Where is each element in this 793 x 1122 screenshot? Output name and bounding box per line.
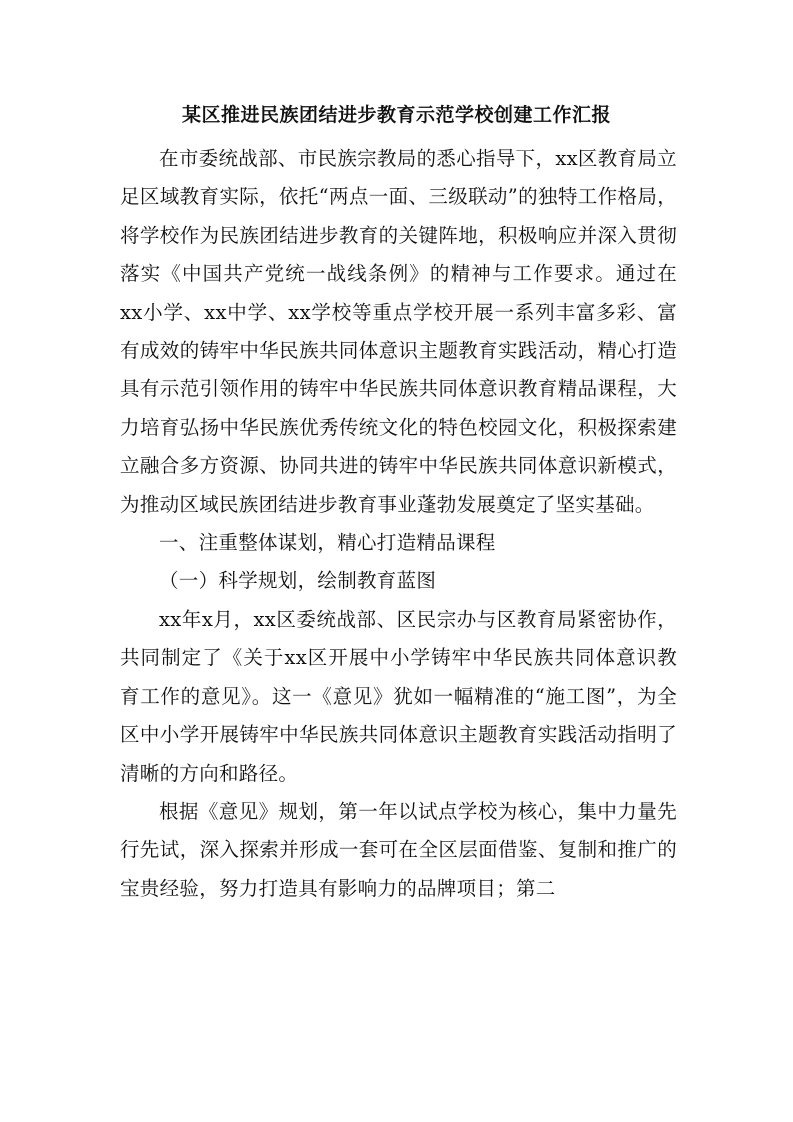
- paragraph-intro: 在市委统战部、市民族宗教局的悉心指导下，xx区教育局立足区域教育实际，依托“两点一面、三级联动”的独特工作格局，将学校作为民族团结进步教育的关键阵地，积极响应并深入贯彻落实《中国共产党统一战线条例》的精神与工作要求。通过在xx小学、xx中学、xx学校等重点学校开展一系列丰富多彩、富有成效的铸牢中华民族共同体意识主题教育实践活动，精心打造具有示范引领作用的铸牢中华民族共同体意识教育精品课程，大力培育弘扬中华民族优秀传统文化的特色校园文化，积极探索建立融合多方资源、协同共进的铸牢中华民族共同体意识新模式，为推动区域民族团结进步教育事业蓬勃发展奠定了坚实基础。: [120, 147, 677, 516]
- paragraph-2: xx年x月，xx区委统战部、区民宗办与区教育局紧密协作，共同制定了《关于xx区开展中小学铸牢中华民族共同体意识教育工作的意见》。这一《意见》犹如一幅精准的“施工图”，为全区中小学开展铸牢中华民族共同体意识主题教育实践活动指明了清晰的方向和路径。: [120, 607, 677, 785]
- document-body: [120, 140, 677, 908]
- document-title: 某区推进民族团结进步教育示范学校创建工作汇报: [181, 104, 611, 126]
- section-heading-1: 一、注重整体谋划，精心打造精品课程: [159, 531, 496, 555]
- paragraph-3: 根据《意见》规划，第一年以试点学校为核心，集中力量先行先试，深入探索并形成一套可在全区层面借鉴、复制和推广的宝贵经验，努力打造具有影响力的品牌项目；第二: [120, 799, 677, 900]
- subsection-heading-1: （一）科学规划，绘制教育蓝图: [159, 569, 437, 593]
